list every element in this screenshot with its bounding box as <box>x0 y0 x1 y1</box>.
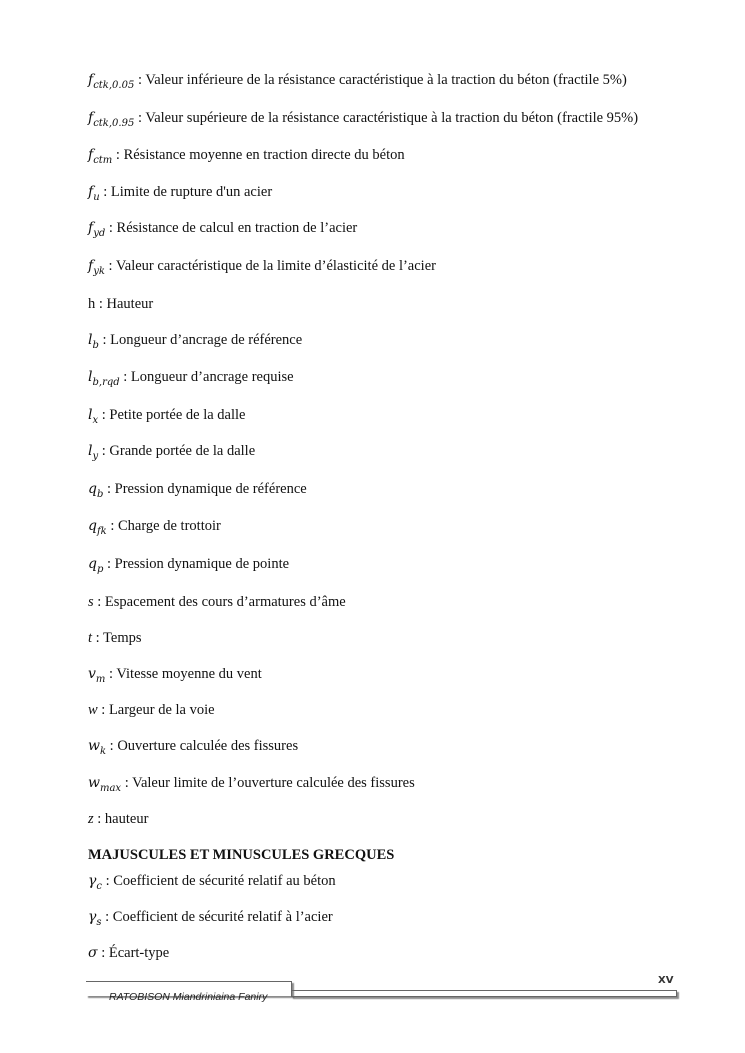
entry-sigma <box>88 944 169 962</box>
definition: : Longueur d’ancrage requise <box>119 369 294 385</box>
subscript: u <box>93 192 100 203</box>
definition: : Grande portée de la dalle <box>98 443 256 459</box>
page-number: XV <box>658 975 674 986</box>
symbol: l <box>88 443 93 459</box>
entry-gamma-s <box>88 908 333 932</box>
symbol: q <box>88 556 97 572</box>
definition: : Ouverture calculée des fissures <box>106 738 299 754</box>
symbol: v <box>88 666 96 682</box>
entry-l-y <box>88 442 255 466</box>
definition: : Valeur limite de l’ouverture calculée des fissures <box>121 775 415 791</box>
entry-v-m <box>88 665 262 689</box>
subscript: p <box>96 564 104 575</box>
subscript: b,rqd <box>92 377 120 388</box>
definition: : Hauteur <box>95 296 154 312</box>
symbol: l <box>88 369 93 385</box>
definition: : Résistance de calcul en traction de l’acier <box>105 220 358 236</box>
subscript: ctk,0.05 <box>93 80 135 91</box>
entry-h <box>88 295 153 313</box>
symbol: s <box>88 594 94 610</box>
definition: : Petite portée de la dalle <box>98 407 246 423</box>
symbol: q <box>88 518 97 534</box>
definition: : Largeur de la voie <box>97 702 215 718</box>
entry-s <box>88 593 346 611</box>
entry-q-b <box>88 480 307 504</box>
symbol: h <box>88 296 96 312</box>
definition: : Espacement des cours d’armatures d’âme <box>93 594 346 610</box>
entry-f-ctk-005 <box>88 71 627 95</box>
subscript: max <box>99 783 122 794</box>
entry-w <box>88 701 215 719</box>
entry-w-max <box>88 774 415 798</box>
symbol: γ <box>88 909 97 925</box>
subscript: b <box>96 489 104 500</box>
symbol: z <box>88 811 94 827</box>
entry-l-b <box>88 331 302 355</box>
entry-q-fk <box>88 517 221 541</box>
symbol: w <box>88 775 100 791</box>
symbol: γ <box>88 873 97 889</box>
entry-f-ctk-095 <box>88 109 638 133</box>
definition: : Valeur caractéristique de la limite d’élasticité de l’acier <box>104 258 436 274</box>
symbol: f <box>88 147 94 163</box>
symbol: q <box>88 481 97 497</box>
subscript: yk <box>93 266 105 277</box>
symbol: f <box>88 72 94 88</box>
entry-f-yd <box>88 219 357 243</box>
subscript: b <box>92 340 99 351</box>
entry-z <box>88 810 148 828</box>
entry-l-x <box>88 406 245 430</box>
definition: : Valeur supérieure de la résistance caractéristique à la traction du béton (fractile 95%) <box>134 110 639 126</box>
subscript: yd <box>93 228 106 239</box>
definition: : hauteur <box>93 811 149 827</box>
definition: : Vitesse moyenne du vent <box>105 666 262 682</box>
subscript: fk <box>96 526 107 537</box>
subscript: m <box>95 674 106 685</box>
definition: : Pression dynamique de pointe <box>103 556 290 572</box>
symbol: l <box>88 407 93 423</box>
symbol: l <box>88 332 93 348</box>
section-heading-greek: MAJUSCULES ET MINUSCULES GRECQUES <box>88 847 395 863</box>
subscript: s <box>96 917 102 928</box>
subscript: c <box>96 881 102 892</box>
definition: : Valeur inférieure de la résistance caractéristique à la traction du béton (fractile 5%) <box>134 72 627 88</box>
subscript: x <box>92 415 99 426</box>
symbol: f <box>88 110 94 126</box>
definition: : Résistance moyenne en traction directe du béton <box>112 147 405 163</box>
entry-l-brqd <box>88 368 294 392</box>
footer-author: RATOBISON Miandriniaina Faniry <box>109 991 268 1003</box>
symbol: t <box>88 630 93 646</box>
definition: : Coefficient de sécurité relatif au béton <box>101 873 336 889</box>
definition: : Charge de trottoir <box>106 518 221 534</box>
definition: : Limite de rupture d'un acier <box>99 184 273 200</box>
entry-f-u <box>88 183 272 207</box>
entry-t <box>88 629 142 647</box>
entry-q-p <box>88 555 289 579</box>
subscript: k <box>99 746 107 757</box>
entry-gamma-c <box>88 872 336 896</box>
symbol: w <box>88 738 100 754</box>
entry-w-k <box>88 737 298 761</box>
definition: : Écart-type <box>97 945 170 961</box>
symbol: f <box>88 258 94 274</box>
symbol: w <box>88 702 98 718</box>
symbol: σ <box>88 945 98 961</box>
entry-f-ctm <box>88 146 405 170</box>
symbol: f <box>88 184 94 200</box>
definition: : Pression dynamique de référence <box>103 481 307 497</box>
subscript: ctm <box>93 155 113 166</box>
entry-f-yk <box>88 257 436 281</box>
subscript: y <box>92 451 99 462</box>
symbol: f <box>88 220 94 236</box>
definition: : Temps <box>92 630 142 646</box>
subscript: ctk,0.95 <box>93 118 135 129</box>
definition: : Longueur d’ancrage de référence <box>98 332 303 348</box>
footer-rule-right <box>291 990 677 997</box>
definition: : Coefficient de sécurité relatif à l’acier <box>101 909 333 925</box>
